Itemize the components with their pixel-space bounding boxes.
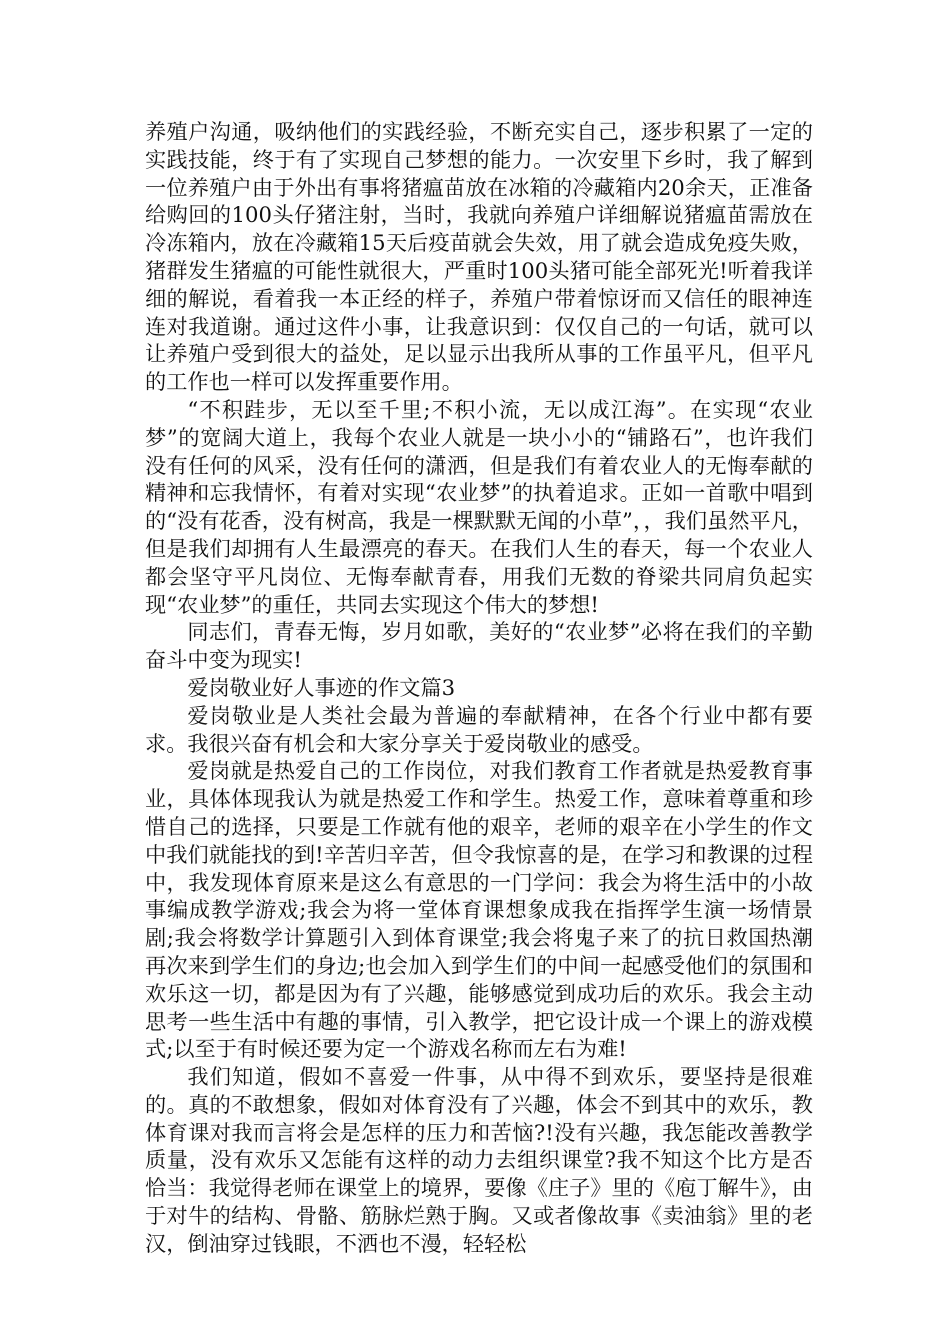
paragraph-continued: 养殖户沟通，吸纳他们的实践经验，不断充实自己，逐步积累了一定的实践技能，终于有了实现自己梦想的能力。一次安里下乡时，我了解到一位养殖户由于外出有事将猪瘟苗放在冰箱的冷藏箱内20余天，正准备给购回的100头仔猪注射，当时，我就向养殖户详细解说猪瘟苗需放在冷冻箱内，放在冷藏箱15天后疫苗就会失效，用了就会造成免疫失败，猪群发生猪瘟的可能性就很大，严重时100头猪可能全部死光!听着我详细的解说，看着我一本正经的样子，养殖户带着惊讶而又信任的眼神连连对我道谢。通过这件小事，让我意识到：仅仅自己的一句话，就可以让养殖户受到很大的益处，足以显示出我所从事的工作虽平凡，但平凡的工作也一样可以发挥重要作用。 <box>145 119 813 395</box>
document-page <box>145 118 813 1258</box>
paragraph-paving-stone: “不积跬步，无以至千里;不积小流，无以成江海”。在实现“农业梦”的宽阔大道上，我每个农业人就是一块小小的“铺路石”，也许我们没有任何的风采，没有任何的潇洒，但是我们有着农业人的无悔奉献的精神和忘我情怀，有着对实现“农业梦”的执着追求。正如一首歌中唱到的“没有花香，没有树高，我是一棵默默无闻的小草”，，我们虽然平凡，但是我们却拥有人生最漂亮的春天。在我们人生的春天，每一个农业人都会坚守平凡岗位、无悔奉献青春，用我们无数的脊梁共同肩负起实现“农业梦”的重任，共同去实现这个伟大的梦想! <box>145 396 813 617</box>
paragraph-closing: 同志们，青春无悔，岁月如歌，美好的“农业梦”必将在我们的辛勤奋斗中变为现实! <box>145 619 813 673</box>
paragraph-interest: 我们知道，假如不喜爱一件事，从中得不到欢乐，要坚持是很难的。真的不敢想象，假如对体育没有了兴趣，体会不到其中的欢乐，教体育课对我而言将会是怎样的压力和苦恼?!没有兴趣，我怎能改善教学质量，没有欢乐又怎能有这样的动力去组织课堂?我不知这个比方是否恰当：我觉得老师在课堂上的境界，要像《庄子》里的《庖丁解牛》，由于对牛的结构、骨骼、筋脉烂熟于胸。又或者像故事《卖油翁》里的老汉，倒油穿过钱眼，不洒也不漫，轻轻松 <box>145 1064 813 1256</box>
paragraph-intro: 爱岗敬业是人类社会最为普遍的奉献精神，在各个行业中都有要求。我很兴奋有机会和大家分享关于爱岗敬业的感受。 <box>145 702 813 756</box>
section-heading: 爱岗敬业好人事迹的作文篇3 <box>187 674 456 700</box>
paragraph-love-job: 爱岗就是热爱自己的工作岗位，对我们教育工作者就是热爱教育事业，具体体现我认为就是热爱工作和学生。热爱工作，意味着尊重和珍惜自己的选择，只要是工作就有他的艰辛，老师的艰辛在小学生的作文中我们就能找的到!辛苦归辛苦，但令我惊喜的是，在学习和教课的过程中，我发现体育原来是这么有意思的一门学问：我会为将生活中的小故事编成教学游戏;我会为将一堂体育课想象成我在指挥学生演一场情景剧;我会将数学计算题引入到体育课堂;我会将鬼子来了的抗日救国热潮再次来到学生们的身边;也会加入到学生们的中间一起感受他们的氛围和欢乐这一切，都是因为有了兴趣，能够感觉到成功后的欢乐。我会主动思考一些生活中有趣的事情，引入教学，把它设计成一个课上的游戏模式;以至于有时候还要为定一个游戏名称而左右为难! <box>145 758 813 1062</box>
